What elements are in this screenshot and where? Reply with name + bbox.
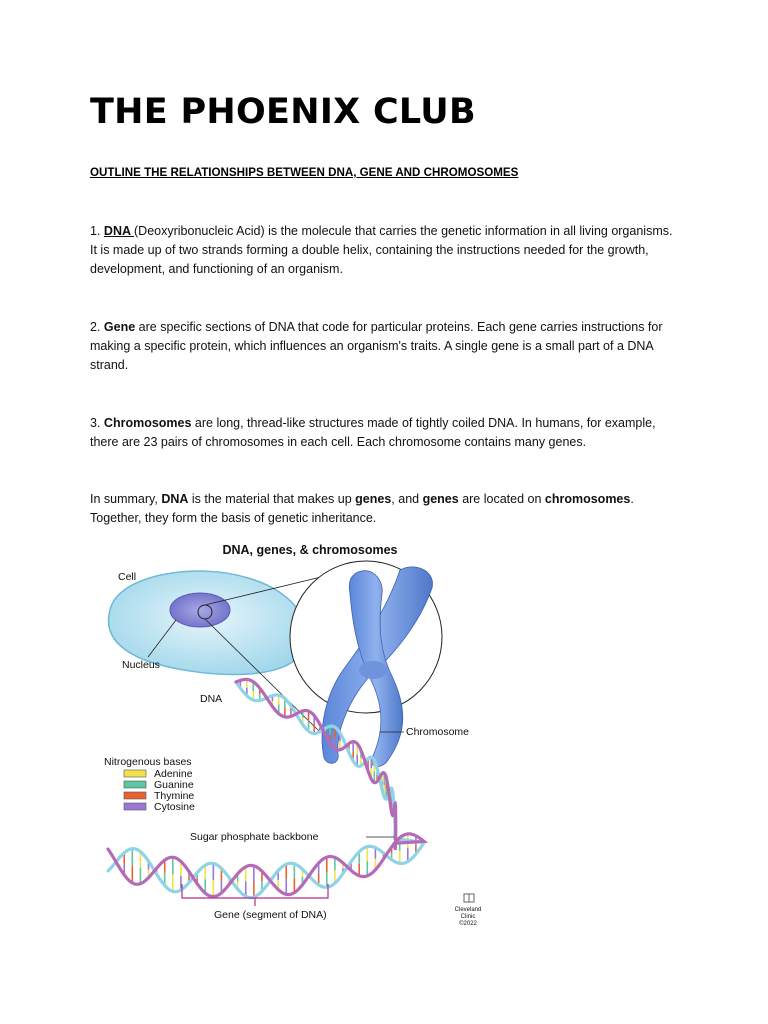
legend-swatch — [124, 792, 146, 799]
figure-title: DNA, genes, & chromosomes — [222, 543, 398, 557]
legend-label: Cytosine — [154, 801, 195, 813]
paragraph-text: are specific sections of DNA that code for particular proteins. Each gene carries instructions for making a specific protein, which influences an organism's traits. A single gene is a small part of a DNA strand. — [90, 320, 663, 372]
paragraph-text: are long, thread-like structures made of tightly coiled DNA. In humans, for example, there are 23 pairs of chromosomes in each cell. Each chromosome contains many genes. — [90, 416, 656, 449]
summary-term: chromosomes — [544, 492, 631, 506]
summary-text: . Together, they form the basis of genetic inheritance. — [90, 492, 634, 525]
chromosome-label: Chromosome — [406, 726, 470, 738]
backbone-label: Sugar phosphate backbone — [190, 831, 319, 843]
term-dna: DNA — [103, 224, 135, 238]
legend-swatch — [124, 770, 146, 777]
paragraph-number: 2. — [90, 320, 101, 334]
dna-genes-chromosomes-diagram — [88, 532, 508, 930]
credit-text: Cleveland — [454, 907, 482, 913]
paragraph-chromosomes — [90, 414, 680, 452]
cell-label: Cell — [118, 571, 137, 583]
section-heading: OUTLINE THE RELATIONSHIPS BETWEEN DNA, GENE AND CHROMOSOMES — [90, 166, 519, 179]
bases-legend — [104, 756, 195, 813]
legend-swatch — [124, 781, 146, 788]
term-chromosomes: Chromosomes — [103, 416, 192, 430]
paragraph-text: (Deoxyribonucleic Acid) is the molecule that carries the genetic information in all living organisms. It is made up of two strands forming a double helix, containing the instructions needed for the growth, development, and functioning of an organism. — [90, 224, 673, 276]
summary-text: is the material that makes up — [188, 492, 356, 506]
summary-text: , and — [391, 492, 423, 506]
summary-text: are located on — [458, 492, 545, 506]
legend-label: Adenine — [154, 768, 193, 780]
legend-label: Thymine — [154, 790, 195, 802]
paragraph-dna — [90, 222, 680, 279]
legend-swatch — [124, 803, 146, 810]
credit-text: ©2022 — [459, 921, 477, 927]
summary-paragraph — [90, 490, 680, 528]
term-gene: Gene — [103, 320, 136, 334]
legend-label: Guanine — [154, 779, 194, 791]
paragraph-number: 3. — [90, 416, 101, 430]
summary-text: In summary, — [90, 492, 162, 506]
cleveland-clinic-logo — [455, 894, 482, 927]
paragraph-number: 1. — [90, 224, 101, 238]
summary-term: genes — [422, 492, 459, 506]
summary-term: DNA — [161, 492, 189, 506]
paragraph-gene — [90, 318, 680, 375]
nucleus-label: Nucleus — [122, 659, 160, 671]
legend-title: Nitrogenous bases — [104, 756, 192, 768]
summary-term: genes — [355, 492, 392, 506]
credit-text: Clinic — [460, 914, 476, 920]
gene-label: Gene (segment of DNA) — [214, 909, 327, 921]
dna-label: DNA — [200, 693, 223, 705]
page-title: THE PHOENIX CLUB — [90, 92, 476, 132]
